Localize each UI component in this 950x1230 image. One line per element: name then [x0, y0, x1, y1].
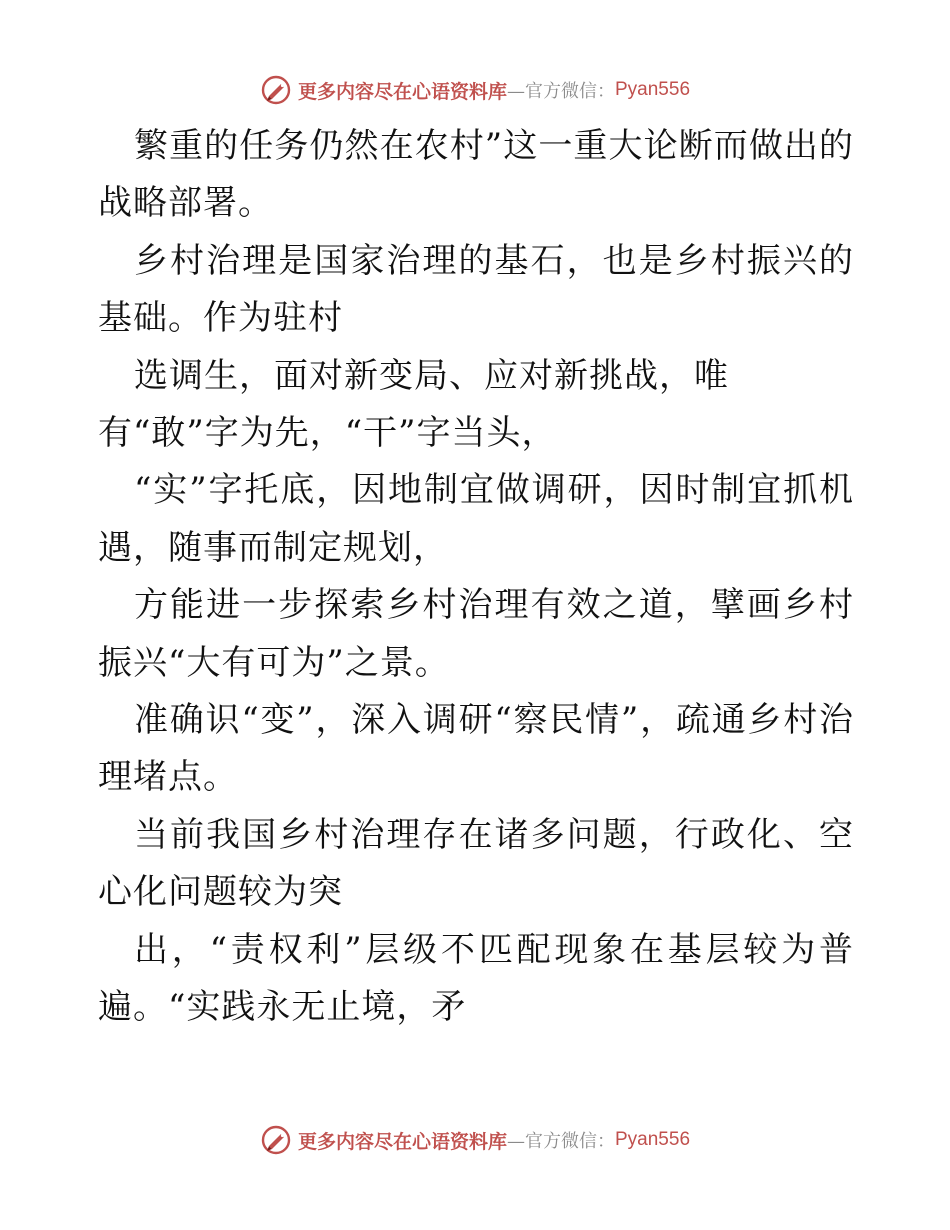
- header-separator-text: —官方微信：: [507, 81, 615, 102]
- paragraph-7: 准确识“变”，深入调研“察民情”，疏通乡村治理堵点。: [98, 700, 854, 798]
- document-body: [98, 118, 854, 1037]
- footer-wechat-id: Pyan556: [615, 1129, 691, 1150]
- footer-banner: [0, 1120, 950, 1160]
- paragraph-4: 有“敢”字为先，“干”字当头，: [98, 413, 557, 454]
- header-banner: [0, 70, 950, 110]
- paragraph-1: 繁重的任务仍然在农村”这一重大论断而做出的战略部署。: [98, 126, 854, 224]
- paragraph-9: 出，“责权利”层级不匹配现象在基层较为普遍。“实践永无止境，矛: [98, 929, 854, 1028]
- paragraph-6: 方能进一步探索乡村治理有效之道，擘画乡村振兴“大有可为”之景。: [98, 585, 854, 683]
- header-wechat-id: Pyan556: [615, 79, 691, 100]
- paragraph-8: 当前我国乡村治理存在诸多问题，行政化、空心化问题较为突: [98, 814, 854, 913]
- pen-logo-icon: [260, 1124, 292, 1156]
- header-brand-text: 更多内容尽在心语资料库: [297, 80, 507, 103]
- footer-brand-text: 更多内容尽在心语资料库: [297, 1130, 507, 1153]
- paragraph-5: “实”字托底，因地制宜做调研，因时制宜抓机遇，随事而制定规划，: [98, 470, 854, 568]
- paragraph-3: 选调生，面对新变局、应对新挑战，唯: [134, 355, 729, 396]
- footer-separator-text: —官方微信：: [507, 1131, 615, 1152]
- paragraph-2: 乡村治理是国家治理的基石，也是乡村振兴的基础。作为驻村: [98, 240, 854, 339]
- pen-logo-icon: [260, 74, 292, 106]
